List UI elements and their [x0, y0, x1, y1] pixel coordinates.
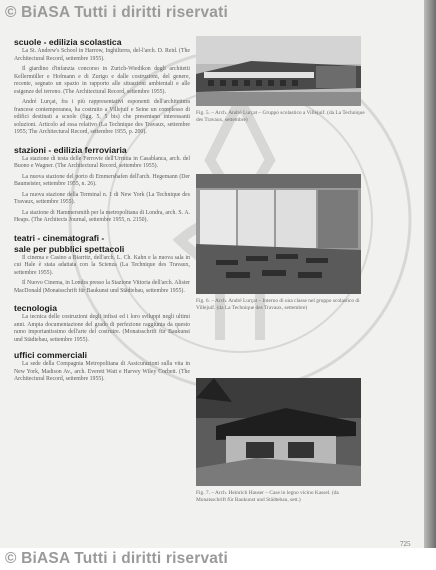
- page-edge: [424, 0, 436, 570]
- photo-wooden-house: [196, 378, 361, 486]
- figure-caption: Fig. 7. – Arch. Heinrich Hauser – Case in legno vicino Kassel. (da Monatsschrift für Baukunst und Städtebau, sett.): [196, 490, 339, 503]
- section-title: uffici commerciali: [14, 350, 88, 360]
- paragraph: La nuova stazione del porto di Emmershafen dell'arch. Hegemann (Der Baumeister, settembre 1955, n. 26).: [14, 173, 190, 187]
- paragraph: Il cinema e Casino a Biarritz, dell'arch. L. Ch. Kahn e la nuova sala in cui Hale è stata adattata con la Scienza (La Technique des Travaux, settembre 1955).: [14, 254, 190, 276]
- section-scuole: [14, 37, 190, 137]
- paragraph: La stazione di Hammersmith per la metropolitana di Londra, arch. S. A. Heaps. (The Architects Journal, settembre 1955, n. 2150).: [14, 209, 190, 223]
- paragraph: La stazione di testa delle Ferrovie dell'Urrutia in Casablanca, arch. del Buono e Wagner. (The Architectural Record, settembre 1955).: [14, 155, 190, 169]
- watermark-text-top: © BiASA Tutti i diritti riservati: [5, 4, 228, 21]
- watermark-text-bottom: © BiASA Tutti i diritti riservati: [5, 550, 228, 567]
- paragraph: La tecnica delle costruzioni degli infissi ed i loro sviluppi negli ultimi anni. Ampia documentazione del grado di perfezione raggiunta da questo ramo importantissimo dell'arte del costruire. (Monatsschrift für Baukunst und Städtebau, settembre 1955).: [14, 314, 190, 343]
- section-stazioni: [14, 145, 190, 225]
- section-teatri: [14, 233, 190, 296]
- section-title: scuole - edilizia scolastica: [14, 37, 122, 47]
- figure-caption: Fig. 6. – Arch. André Lurçat – Interno di una classe nel gruppo scolastico di Villejuif. (da La Technique des Travaux, settembre): [196, 298, 360, 311]
- section-title: teatri - cinematografi - sale per pubblici spettacoli: [14, 232, 125, 254]
- paragraph: Il giardino d'infanzia concorso in Zurich-Wiedikon degli architetti Kellermüller e Hofmann e di Zurigo e dalle costruzioni, del genere, recente, segnato un spazio in rapporto alle situazioni ambientali e alle esigenze del terreno. (The Architectural Record, settembre 1955).: [14, 66, 190, 95]
- section-title: tecnologia: [14, 303, 57, 313]
- paragraph: La sede della Compagnia Metropolitana di Assicurazioni sulla vita in New York, Madison Av., arch. Everett Watt e Harvey Wiley Corbett. (The Architectural Record, settembre 1955).: [14, 361, 190, 382]
- photo-school-exterior: [196, 36, 361, 106]
- section-uffici: [14, 350, 190, 384]
- paragraph: La St. Andrew's School in Harrow, Inghilterra, del-l'arch. D. Reid. (The Architectural Record, settembre 1955).: [14, 48, 190, 62]
- paragraph: Il Nuovo Cinema, in Londra presso la Stazione Vittoria dell'arch. Alister MacDonald (Monatsschrift für Baukunst und Städtebau, settembre 1955).: [14, 280, 190, 294]
- paragraph: La nuova stazione della Terminal n. 1 di New York (La Technique des Travaux, settembre 1955).: [14, 191, 190, 205]
- photo-classroom-interior: [196, 174, 361, 294]
- section-tecnologia: [14, 303, 190, 344]
- figure-caption: Fig. 5. – Arch. André Lurçat – Gruppo scolastico a Villejuif. (da La Technique des Travaux, settembre): [196, 110, 365, 123]
- left-column: [14, 37, 190, 387]
- page-number: 725: [400, 540, 411, 548]
- paragraph: André Lurçat, fra i più rappresentativi esponenti dell'architettura francese contemporanea, ha costruito a Villejuif e Seine un complesso di edifici destinati a scuole (figg. 5, 5 bis) che presentano interessanti soluzioni. Articolo ad essa relativo (La Technique des Travaux, settembre 1955; The Architectural Record, settembre 1955, p. 200).: [14, 99, 190, 135]
- section-title: stazioni - edilizia ferroviaria: [14, 144, 127, 155]
